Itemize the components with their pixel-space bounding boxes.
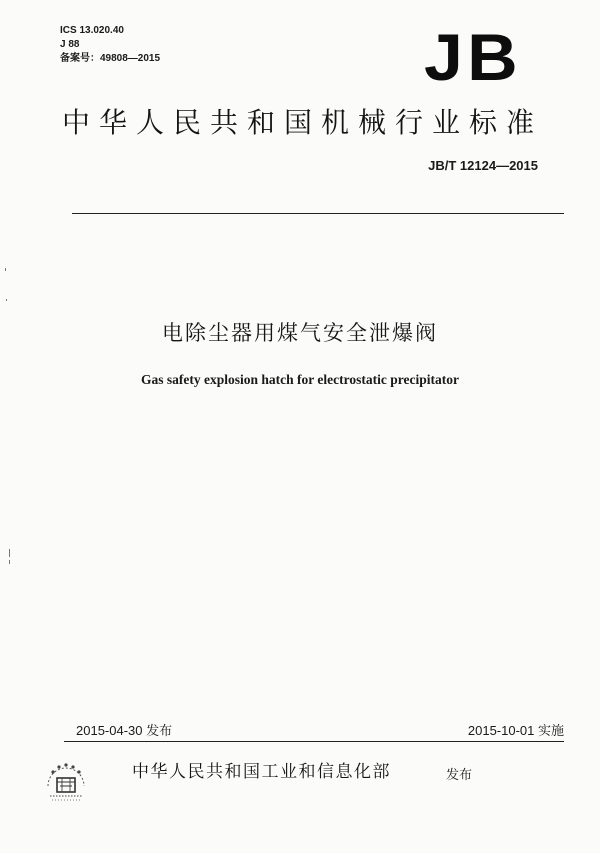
- ics-code: ICS 13.020.40: [60, 25, 124, 36]
- filing-number: 备案号：49808—2015: [60, 53, 161, 64]
- industry-standard-title: 中华人民共和国机械行业标准: [62, 106, 544, 139]
- ministry-seal-icon: [40, 756, 92, 808]
- top-divider: [72, 213, 564, 214]
- classification-block: [60, 24, 160, 66]
- bottom-divider: [64, 741, 564, 742]
- issue-date: 2015-04-30 发布: [76, 723, 173, 738]
- scan-speck: [9, 549, 10, 557]
- chinese-title: 电除尘器用煤气安全泄爆阀: [162, 321, 438, 345]
- issuing-authority-suffix: 发布: [446, 768, 473, 783]
- class-code: J 88: [60, 39, 80, 50]
- issuing-authority: 中华人民共和国工业和信息化部: [132, 762, 391, 782]
- standard-number: JB/T 12124—2015: [428, 158, 538, 173]
- implementation-date: 2015-10-01 实施: [467, 723, 564, 738]
- scan-speck: [6, 299, 7, 301]
- scan-speck: [5, 268, 6, 271]
- scan-speck: [9, 560, 10, 564]
- english-title: Gas safety explosion hatch for electrostatic precipitator: [141, 372, 459, 387]
- jb-logo: JB: [424, 20, 522, 94]
